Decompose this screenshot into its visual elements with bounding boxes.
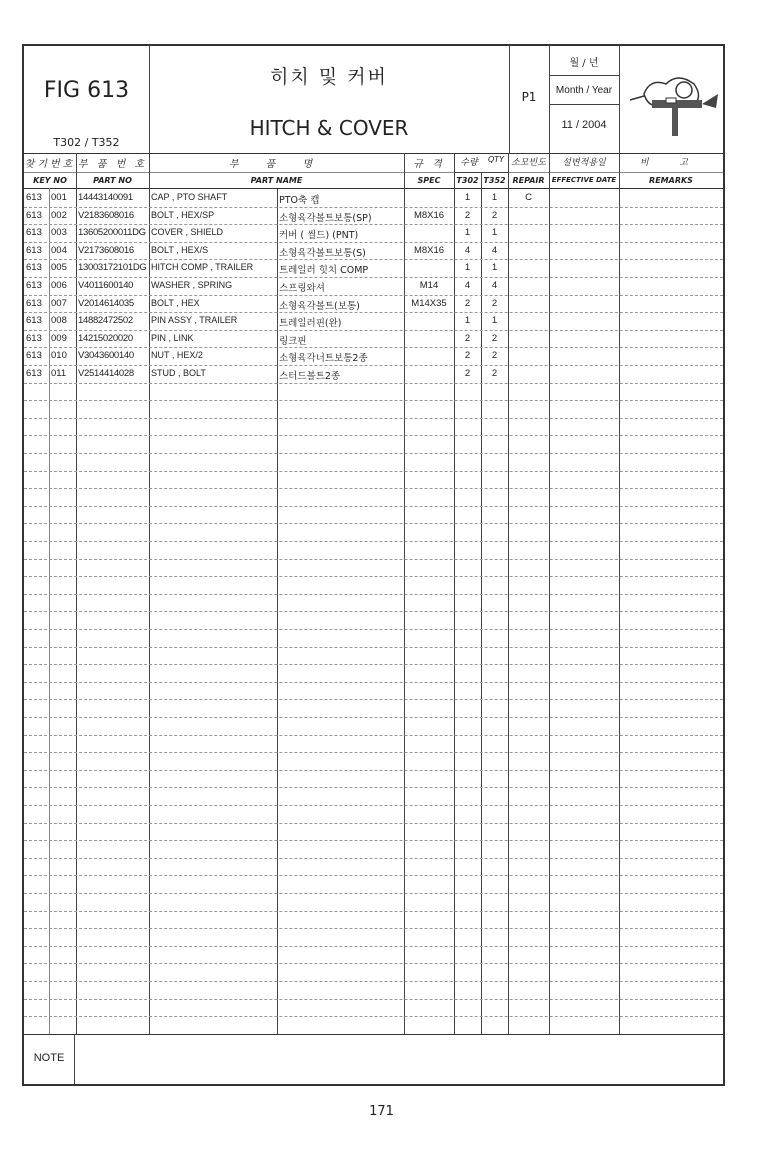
part-number-cell: V3043600140 xyxy=(78,350,134,361)
col-eff-kr: 설변적용일 xyxy=(562,158,606,168)
col-remarks-kr: 비 고 xyxy=(639,158,703,168)
parts-sheet xyxy=(22,44,725,1086)
qty-t302-cell: 2 xyxy=(464,210,471,221)
part-name-kr-cell: 소형육각볼트보통(SP) xyxy=(279,213,372,224)
qty-t352-cell: 4 xyxy=(491,245,498,256)
part-name-en-cell: PIN , LINK xyxy=(151,333,194,343)
page-code: P1 xyxy=(521,90,537,104)
spec-cell: M14X35 xyxy=(411,298,447,309)
part-number-cell: 13605200011DG xyxy=(78,227,146,238)
part-number-cell: 13003172101DG xyxy=(78,262,147,273)
qty-t302-cell: 1 xyxy=(464,227,471,238)
part-number-cell: V2014614035 xyxy=(78,298,134,309)
repair-cell: C xyxy=(525,192,532,203)
key-cell: 006 xyxy=(51,280,67,291)
spec-cell: M14 xyxy=(419,280,439,291)
key-cell: 008 xyxy=(51,315,67,326)
part-number-cell: V2514414028 xyxy=(78,368,134,379)
fig-cell: 613 xyxy=(26,280,42,291)
issue-date: 11 / 2004 xyxy=(561,119,607,131)
key-cell: 001 xyxy=(51,192,67,203)
part-number-cell: 14215020020 xyxy=(78,333,133,344)
part-name-en-cell: WASHER , SPRING xyxy=(151,280,233,290)
part-name-en-cell: STUD , BOLT xyxy=(151,368,206,378)
fig-cell: 613 xyxy=(26,262,42,273)
part-name-en-cell: BOLT , HEX/S xyxy=(151,245,209,255)
part-name-kr-cell: 트레일러 힛치 COMP xyxy=(279,265,369,276)
qty-t352-cell: 1 xyxy=(491,192,498,203)
note-label: NOTE xyxy=(33,1052,65,1064)
title-english: HITCH & COVER xyxy=(249,116,409,140)
part-name-en-cell: COVER , SHIELD xyxy=(151,227,224,237)
key-cell: 005 xyxy=(51,262,67,273)
qty-t352-cell: 1 xyxy=(491,227,498,238)
col-part-en: PART NO xyxy=(93,176,132,185)
page-number: 171 xyxy=(369,1104,394,1119)
col-key-en: KEY NO xyxy=(33,176,67,185)
col-spec-en: SPEC xyxy=(417,176,441,185)
qty-t302-cell: 1 xyxy=(464,315,471,326)
qty-t352-cell: 2 xyxy=(491,368,498,379)
qty-t352-cell: 4 xyxy=(491,280,498,291)
spec-cell: M8X16 xyxy=(413,245,445,256)
key-cell: 007 xyxy=(51,298,67,309)
qty-t302-cell: 2 xyxy=(464,368,471,379)
part-number-cell: V4011600140 xyxy=(78,280,134,291)
qty-t302-cell: 2 xyxy=(464,333,471,344)
part-name-kr-cell: 소형육각볼트(보통) xyxy=(279,301,360,312)
part-name-en-cell: PIN ASSY , TRAILER xyxy=(151,315,238,325)
col-repair-en: REPAIR xyxy=(512,176,545,185)
col-name-en: PART NAME xyxy=(250,176,303,185)
title-korean: 히치 및 커버 xyxy=(270,66,388,88)
col-part-kr: 부 품 번 호 xyxy=(77,159,148,170)
qty-t302-cell: 1 xyxy=(464,262,471,273)
qty-t302-cell: 4 xyxy=(464,280,471,291)
fig-number: FIG 613 xyxy=(43,78,130,103)
part-name-kr-cell: 커버 ( 씰드) (PNT) xyxy=(279,230,359,241)
col-eff-en: EFFECTIVE DATE xyxy=(551,176,617,184)
col-repair-kr: 소모빈도 xyxy=(511,158,546,168)
part-name-en-cell: BOLT , HEX xyxy=(151,298,200,308)
part-number-cell: 14882472502 xyxy=(78,315,133,326)
col-qty-kr: 수량 xyxy=(460,158,478,168)
part-name-en-cell: CAP , PTO SHAFT xyxy=(151,192,228,202)
qty-t352-cell: 2 xyxy=(491,210,498,221)
part-name-kr-cell: 스프링와셔 xyxy=(279,283,325,294)
col-name-kr: 부 품 명 xyxy=(228,159,325,170)
qty-t352-cell: 2 xyxy=(491,333,498,344)
part-name-en-cell: HITCH COMP , TRAILER xyxy=(151,262,254,272)
col-t352: T352 xyxy=(483,176,506,185)
qty-t302-cell: 1 xyxy=(464,192,471,203)
part-name-kr-cell: 소형육각너트보통2종 xyxy=(279,353,368,364)
part-name-kr-cell: 소형육각볼트보통(S) xyxy=(279,248,366,259)
part-number-cell: V2173608016 xyxy=(78,245,134,256)
model-list: T302 / T352 xyxy=(53,136,120,149)
col-remarks-en: REMARKS xyxy=(649,176,693,185)
col-key-kr: 찾기번호 xyxy=(24,159,76,170)
part-name-en-cell: BOLT , HEX/SP xyxy=(151,210,215,220)
part-name-kr-cell: PTO축 캡 xyxy=(279,195,320,206)
part-name-kr-cell: 스터드볼트2종 xyxy=(279,371,341,382)
fig-cell: 613 xyxy=(26,298,42,309)
key-cell: 011 xyxy=(51,368,67,379)
part-name-kr-cell: 링크핀 xyxy=(279,336,307,347)
qty-t352-cell: 1 xyxy=(491,262,498,273)
qty-t352-cell: 2 xyxy=(491,350,498,361)
key-cell: 009 xyxy=(51,333,67,344)
qty-t352-cell: 2 xyxy=(491,298,498,309)
part-number-cell: 14443140091 xyxy=(78,192,133,203)
qty-t302-cell: 2 xyxy=(464,350,471,361)
fig-cell: 613 xyxy=(26,192,42,203)
qty-t352-cell: 1 xyxy=(491,315,498,326)
part-name-en-cell: NUT , HEX/2 xyxy=(151,350,203,360)
key-cell: 002 xyxy=(51,210,67,221)
key-cell: 010 xyxy=(51,350,67,361)
qty-t302-cell: 2 xyxy=(464,298,471,309)
month-year-kr: 월 / 년 xyxy=(569,58,599,69)
col-spec-kr: 규 격 xyxy=(413,159,445,170)
qty-t302-cell: 4 xyxy=(464,245,471,256)
fig-cell: 613 xyxy=(26,210,42,221)
col-qty-en: QTY xyxy=(487,155,505,164)
part-name-kr-cell: 트레일러핀(완) xyxy=(279,318,342,329)
fig-cell: 613 xyxy=(26,350,42,361)
fig-cell: 613 xyxy=(26,315,42,326)
col-t302: T302 xyxy=(456,176,479,185)
fig-cell: 613 xyxy=(26,227,42,238)
fig-cell: 613 xyxy=(26,368,42,379)
key-cell: 003 xyxy=(51,227,67,238)
parts-table xyxy=(24,46,723,1036)
fig-cell: 613 xyxy=(26,333,42,344)
month-year-en: Month / Year xyxy=(555,85,613,96)
spec-cell: M8X16 xyxy=(413,210,445,221)
fig-cell: 613 xyxy=(26,245,42,256)
key-cell: 004 xyxy=(51,245,67,256)
part-number-cell: V2183608016 xyxy=(78,210,134,221)
